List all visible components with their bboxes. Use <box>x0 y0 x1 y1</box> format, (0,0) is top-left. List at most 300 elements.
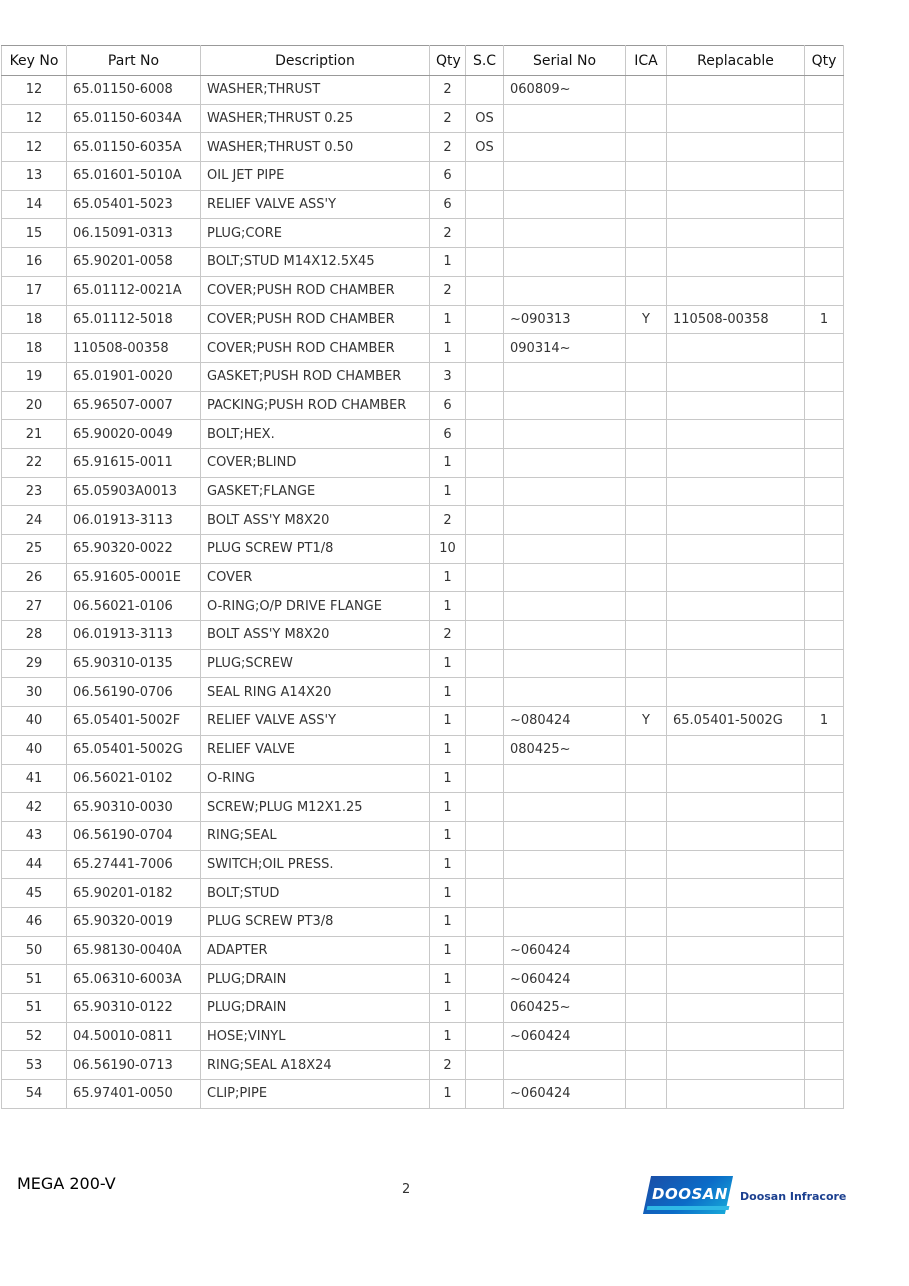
cell-replacable <box>667 793 805 822</box>
cell-sc <box>466 649 504 678</box>
cell-replacable <box>667 391 805 420</box>
cell-qty: 1 <box>430 850 466 879</box>
cell-description: OIL JET PIPE <box>201 162 430 191</box>
cell-replacable-qty <box>805 535 844 564</box>
cell-serial-no <box>504 276 626 305</box>
cell-sc <box>466 76 504 105</box>
cell-description: GASKET;PUSH ROD CHAMBER <box>201 362 430 391</box>
cell-part-no: 65.90201-0182 <box>67 879 201 908</box>
cell-qty: 1 <box>430 248 466 277</box>
cell-replacable-qty <box>805 190 844 219</box>
col-header-serial-no: Serial No <box>504 46 626 76</box>
cell-serial-no <box>504 162 626 191</box>
cell-ica: Y <box>626 707 667 736</box>
cell-serial-no: 060425~ <box>504 994 626 1023</box>
cell-sc <box>466 936 504 965</box>
cell-key-no: 16 <box>2 248 67 277</box>
cell-replacable: 110508-00358 <box>667 305 805 334</box>
cell-qty: 2 <box>430 219 466 248</box>
cell-sc <box>466 1051 504 1080</box>
cell-ica <box>626 850 667 879</box>
cell-qty: 2 <box>430 1051 466 1080</box>
cell-description: BOLT ASS'Y M8X20 <box>201 506 430 535</box>
cell-replacable-qty: 1 <box>805 707 844 736</box>
cell-key-no: 43 <box>2 821 67 850</box>
cell-part-no: 06.56190-0706 <box>67 678 201 707</box>
cell-serial-no <box>504 592 626 621</box>
cell-part-no: 65.01112-0021A <box>67 276 201 305</box>
cell-sc <box>466 248 504 277</box>
cell-serial-no <box>504 850 626 879</box>
cell-serial-no: ~060424 <box>504 965 626 994</box>
cell-replacable <box>667 133 805 162</box>
cell-qty: 3 <box>430 362 466 391</box>
cell-replacable <box>667 104 805 133</box>
cell-serial-no: 090314~ <box>504 334 626 363</box>
cell-description: COVER;PUSH ROD CHAMBER <box>201 276 430 305</box>
cell-qty: 1 <box>430 879 466 908</box>
cell-qty: 1 <box>430 994 466 1023</box>
table-row <box>2 793 844 822</box>
cell-sc <box>466 621 504 650</box>
parts-table <box>1 45 844 1109</box>
cell-ica <box>626 535 667 564</box>
cell-qty: 1 <box>430 1080 466 1109</box>
cell-description: PLUG SCREW PT3/8 <box>201 907 430 936</box>
cell-key-no: 44 <box>2 850 67 879</box>
cell-replacable-qty <box>805 1051 844 1080</box>
cell-replacable-qty <box>805 907 844 936</box>
cell-replacable <box>667 477 805 506</box>
cell-serial-no <box>504 563 626 592</box>
table-row <box>2 362 844 391</box>
cell-part-no: 65.91605-0001E <box>67 563 201 592</box>
cell-serial-no <box>504 793 626 822</box>
cell-replacable-qty <box>805 76 844 105</box>
cell-serial-no <box>504 1051 626 1080</box>
cell-ica <box>626 219 667 248</box>
cell-sc <box>466 1022 504 1051</box>
cell-description: WASHER;THRUST 0.25 <box>201 104 430 133</box>
cell-sc: OS <box>466 104 504 133</box>
cell-part-no: 06.15091-0313 <box>67 219 201 248</box>
cell-description: CLIP;PIPE <box>201 1080 430 1109</box>
table-row <box>2 334 844 363</box>
table-header-row <box>2 46 844 76</box>
cell-key-no: 29 <box>2 649 67 678</box>
cell-serial-no <box>504 362 626 391</box>
cell-key-no: 50 <box>2 936 67 965</box>
cell-serial-no <box>504 764 626 793</box>
col-header-replacable-qty: Qty <box>805 46 844 76</box>
cell-part-no: 65.01150-6034A <box>67 104 201 133</box>
table-row <box>2 1051 844 1080</box>
cell-description: BOLT;STUD <box>201 879 430 908</box>
table-row <box>2 420 844 449</box>
table-row <box>2 190 844 219</box>
cell-qty: 2 <box>430 104 466 133</box>
table-row <box>2 248 844 277</box>
cell-ica <box>626 76 667 105</box>
cell-sc <box>466 764 504 793</box>
cell-description: SEAL RING A14X20 <box>201 678 430 707</box>
cell-replacable <box>667 994 805 1023</box>
cell-ica <box>626 1051 667 1080</box>
cell-replacable-qty <box>805 362 844 391</box>
cell-ica <box>626 391 667 420</box>
cell-key-no: 42 <box>2 793 67 822</box>
cell-sc <box>466 190 504 219</box>
cell-replacable <box>667 621 805 650</box>
cell-ica <box>626 994 667 1023</box>
cell-replacable <box>667 334 805 363</box>
cell-serial-no <box>504 420 626 449</box>
cell-description: PLUG SCREW PT1/8 <box>201 535 430 564</box>
cell-replacable <box>667 563 805 592</box>
table-row <box>2 707 844 736</box>
cell-replacable <box>667 649 805 678</box>
col-header-part-no: Part No <box>67 46 201 76</box>
cell-replacable <box>667 1080 805 1109</box>
cell-replacable-qty <box>805 936 844 965</box>
cell-description: SCREW;PLUG M12X1.25 <box>201 793 430 822</box>
cell-part-no: 65.01150-6008 <box>67 76 201 105</box>
table-row <box>2 104 844 133</box>
cell-ica <box>626 362 667 391</box>
cell-qty: 1 <box>430 649 466 678</box>
cell-serial-no <box>504 190 626 219</box>
cell-ica <box>626 649 667 678</box>
cell-serial-no <box>504 678 626 707</box>
cell-replacable-qty <box>805 879 844 908</box>
cell-replacable-qty <box>805 563 844 592</box>
col-header-ica: ICA <box>626 46 667 76</box>
cell-qty: 6 <box>430 190 466 219</box>
cell-serial-no <box>504 879 626 908</box>
cell-description: RELIEF VALVE <box>201 735 430 764</box>
cell-key-no: 40 <box>2 735 67 764</box>
cell-description: BOLT;STUD M14X12.5X45 <box>201 248 430 277</box>
cell-key-no: 26 <box>2 563 67 592</box>
table-row <box>2 276 844 305</box>
cell-qty: 1 <box>430 907 466 936</box>
cell-replacable <box>667 248 805 277</box>
cell-ica <box>626 621 667 650</box>
cell-sc <box>466 162 504 191</box>
cell-description: O-RING;O/P DRIVE FLANGE <box>201 592 430 621</box>
cell-ica <box>626 793 667 822</box>
col-header-sc: S.C <box>466 46 504 76</box>
cell-qty: 1 <box>430 334 466 363</box>
cell-serial-no: 080425~ <box>504 735 626 764</box>
table-row <box>2 1022 844 1051</box>
cell-serial-no <box>504 535 626 564</box>
cell-part-no: 65.01901-0020 <box>67 362 201 391</box>
cell-qty: 1 <box>430 1022 466 1051</box>
cell-part-no: 65.05903A0013 <box>67 477 201 506</box>
cell-replacable <box>667 821 805 850</box>
table-row <box>2 907 844 936</box>
logo-stripe <box>647 1206 730 1210</box>
cell-replacable-qty <box>805 793 844 822</box>
table-row <box>2 448 844 477</box>
cell-ica <box>626 735 667 764</box>
cell-ica <box>626 1080 667 1109</box>
cell-ica <box>626 104 667 133</box>
cell-sc <box>466 821 504 850</box>
cell-replacable-qty <box>805 448 844 477</box>
cell-part-no: 110508-00358 <box>67 334 201 363</box>
cell-key-no: 21 <box>2 420 67 449</box>
cell-part-no: 65.91615-0011 <box>67 448 201 477</box>
cell-ica <box>626 563 667 592</box>
company-name: Doosan Infracore <box>740 1190 847 1203</box>
cell-replacable-qty <box>805 735 844 764</box>
cell-description: COVER <box>201 563 430 592</box>
cell-description: PLUG;SCREW <box>201 649 430 678</box>
cell-replacable-qty <box>805 649 844 678</box>
cell-key-no: 12 <box>2 133 67 162</box>
cell-sc <box>466 535 504 564</box>
cell-sc <box>466 362 504 391</box>
cell-description: SWITCH;OIL PRESS. <box>201 850 430 879</box>
cell-sc <box>466 879 504 908</box>
cell-serial-no <box>504 104 626 133</box>
cell-sc <box>466 276 504 305</box>
cell-key-no: 19 <box>2 362 67 391</box>
cell-ica <box>626 248 667 277</box>
cell-key-no: 13 <box>2 162 67 191</box>
cell-key-no: 54 <box>2 1080 67 1109</box>
cell-replacable-qty <box>805 1080 844 1109</box>
cell-replacable <box>667 764 805 793</box>
cell-qty: 2 <box>430 276 466 305</box>
cell-description: PLUG;DRAIN <box>201 994 430 1023</box>
cell-qty: 1 <box>430 592 466 621</box>
cell-ica <box>626 334 667 363</box>
cell-key-no: 18 <box>2 334 67 363</box>
cell-key-no: 30 <box>2 678 67 707</box>
col-header-description: Description <box>201 46 430 76</box>
cell-key-no: 28 <box>2 621 67 650</box>
cell-replacable-qty <box>805 678 844 707</box>
cell-replacable <box>667 276 805 305</box>
cell-description: BOLT;HEX. <box>201 420 430 449</box>
cell-description: PACKING;PUSH ROD CHAMBER <box>201 391 430 420</box>
model-name: MEGA 200-V <box>17 1174 116 1193</box>
cell-key-no: 51 <box>2 994 67 1023</box>
logo-text: DOOSAN <box>652 1185 728 1203</box>
cell-ica <box>626 821 667 850</box>
cell-part-no: 65.90310-0030 <box>67 793 201 822</box>
cell-key-no: 17 <box>2 276 67 305</box>
cell-key-no: 24 <box>2 506 67 535</box>
col-header-qty: Qty <box>430 46 466 76</box>
cell-sc <box>466 305 504 334</box>
cell-part-no: 65.97401-0050 <box>67 1080 201 1109</box>
table-row <box>2 535 844 564</box>
cell-ica <box>626 477 667 506</box>
cell-description: RELIEF VALVE ASS'Y <box>201 190 430 219</box>
cell-part-no: 06.56190-0704 <box>67 821 201 850</box>
cell-part-no: 65.27441-7006 <box>67 850 201 879</box>
cell-qty: 1 <box>430 965 466 994</box>
cell-description: COVER;PUSH ROD CHAMBER <box>201 334 430 363</box>
cell-part-no: 06.56190-0713 <box>67 1051 201 1080</box>
table-row <box>2 879 844 908</box>
cell-key-no: 14 <box>2 190 67 219</box>
cell-replacable-qty <box>805 391 844 420</box>
cell-replacable-qty <box>805 219 844 248</box>
cell-sc <box>466 592 504 621</box>
cell-serial-no: ~060424 <box>504 1022 626 1051</box>
cell-key-no: 45 <box>2 879 67 908</box>
table-row <box>2 506 844 535</box>
table-row <box>2 133 844 162</box>
cell-part-no: 06.01913-3113 <box>67 506 201 535</box>
cell-description: RING;SEAL <box>201 821 430 850</box>
cell-part-no: 04.50010-0811 <box>67 1022 201 1051</box>
cell-ica: Y <box>626 305 667 334</box>
cell-qty: 1 <box>430 678 466 707</box>
cell-replacable <box>667 592 805 621</box>
cell-replacable-qty: 1 <box>805 305 844 334</box>
cell-replacable: 65.05401-5002G <box>667 707 805 736</box>
cell-key-no: 27 <box>2 592 67 621</box>
cell-sc <box>466 391 504 420</box>
cell-part-no: 65.01601-5010A <box>67 162 201 191</box>
cell-qty: 1 <box>430 477 466 506</box>
table-row <box>2 592 844 621</box>
cell-replacable-qty <box>805 764 844 793</box>
cell-key-no: 22 <box>2 448 67 477</box>
cell-ica <box>626 907 667 936</box>
cell-key-no: 25 <box>2 535 67 564</box>
cell-sc <box>466 678 504 707</box>
cell-qty: 2 <box>430 76 466 105</box>
table-row <box>2 563 844 592</box>
cell-sc <box>466 448 504 477</box>
cell-replacable-qty <box>805 592 844 621</box>
cell-description: COVER;BLIND <box>201 448 430 477</box>
cell-serial-no <box>504 248 626 277</box>
cell-replacable <box>667 1051 805 1080</box>
cell-qty: 6 <box>430 162 466 191</box>
cell-ica <box>626 420 667 449</box>
cell-replacable-qty <box>805 420 844 449</box>
cell-serial-no <box>504 649 626 678</box>
cell-replacable-qty <box>805 1022 844 1051</box>
cell-replacable-qty <box>805 334 844 363</box>
table-row <box>2 821 844 850</box>
cell-serial-no: 060809~ <box>504 76 626 105</box>
cell-qty: 2 <box>430 621 466 650</box>
cell-key-no: 52 <box>2 1022 67 1051</box>
cell-replacable <box>667 420 805 449</box>
table-row <box>2 678 844 707</box>
table-row <box>2 649 844 678</box>
table-row <box>2 305 844 334</box>
cell-part-no: 65.01150-6035A <box>67 133 201 162</box>
cell-replacable <box>667 535 805 564</box>
cell-description: WASHER;THRUST <box>201 76 430 105</box>
cell-description: PLUG;CORE <box>201 219 430 248</box>
cell-sc <box>466 707 504 736</box>
cell-qty: 1 <box>430 305 466 334</box>
cell-qty: 1 <box>430 448 466 477</box>
table-row <box>2 219 844 248</box>
page-number: 2 <box>402 1182 411 1197</box>
cell-serial-no <box>504 477 626 506</box>
cell-serial-no <box>504 907 626 936</box>
doosan-logo <box>647 1176 847 1216</box>
cell-qty: 6 <box>430 391 466 420</box>
cell-replacable-qty <box>805 133 844 162</box>
cell-replacable <box>667 850 805 879</box>
cell-part-no: 65.96507-0007 <box>67 391 201 420</box>
table-row <box>2 965 844 994</box>
cell-part-no: 65.90310-0122 <box>67 994 201 1023</box>
cell-replacable-qty <box>805 506 844 535</box>
cell-qty: 2 <box>430 133 466 162</box>
cell-replacable <box>667 76 805 105</box>
cell-qty: 1 <box>430 793 466 822</box>
cell-sc: OS <box>466 133 504 162</box>
cell-description: HOSE;VINYL <box>201 1022 430 1051</box>
cell-sc <box>466 994 504 1023</box>
cell-key-no: 40 <box>2 707 67 736</box>
table-row <box>2 162 844 191</box>
cell-replacable-qty <box>805 994 844 1023</box>
table-row <box>2 850 844 879</box>
table-row <box>2 76 844 105</box>
cell-ica <box>626 133 667 162</box>
cell-replacable-qty <box>805 104 844 133</box>
table-body <box>2 76 844 1109</box>
cell-replacable <box>667 162 805 191</box>
cell-qty: 1 <box>430 764 466 793</box>
cell-serial-no <box>504 821 626 850</box>
cell-part-no: 65.90020-0049 <box>67 420 201 449</box>
cell-qty: 1 <box>430 707 466 736</box>
cell-part-no: 65.90310-0135 <box>67 649 201 678</box>
table-row <box>2 477 844 506</box>
cell-replacable <box>667 965 805 994</box>
cell-qty: 2 <box>430 506 466 535</box>
cell-description: RELIEF VALVE ASS'Y <box>201 707 430 736</box>
cell-key-no: 18 <box>2 305 67 334</box>
cell-part-no: 06.01913-3113 <box>67 621 201 650</box>
cell-replacable <box>667 678 805 707</box>
table-row <box>2 1080 844 1109</box>
cell-part-no: 65.06310-6003A <box>67 965 201 994</box>
table-row <box>2 936 844 965</box>
col-header-replacable: Replacable <box>667 46 805 76</box>
cell-serial-no <box>504 133 626 162</box>
cell-qty: 1 <box>430 735 466 764</box>
cell-part-no: 65.01112-5018 <box>67 305 201 334</box>
cell-replacable-qty <box>805 821 844 850</box>
cell-ica <box>626 965 667 994</box>
cell-ica <box>626 764 667 793</box>
cell-ica <box>626 190 667 219</box>
cell-sc <box>466 793 504 822</box>
cell-ica <box>626 936 667 965</box>
cell-description: BOLT ASS'Y M8X20 <box>201 621 430 650</box>
cell-part-no: 65.90320-0019 <box>67 907 201 936</box>
cell-key-no: 12 <box>2 104 67 133</box>
cell-ica <box>626 592 667 621</box>
